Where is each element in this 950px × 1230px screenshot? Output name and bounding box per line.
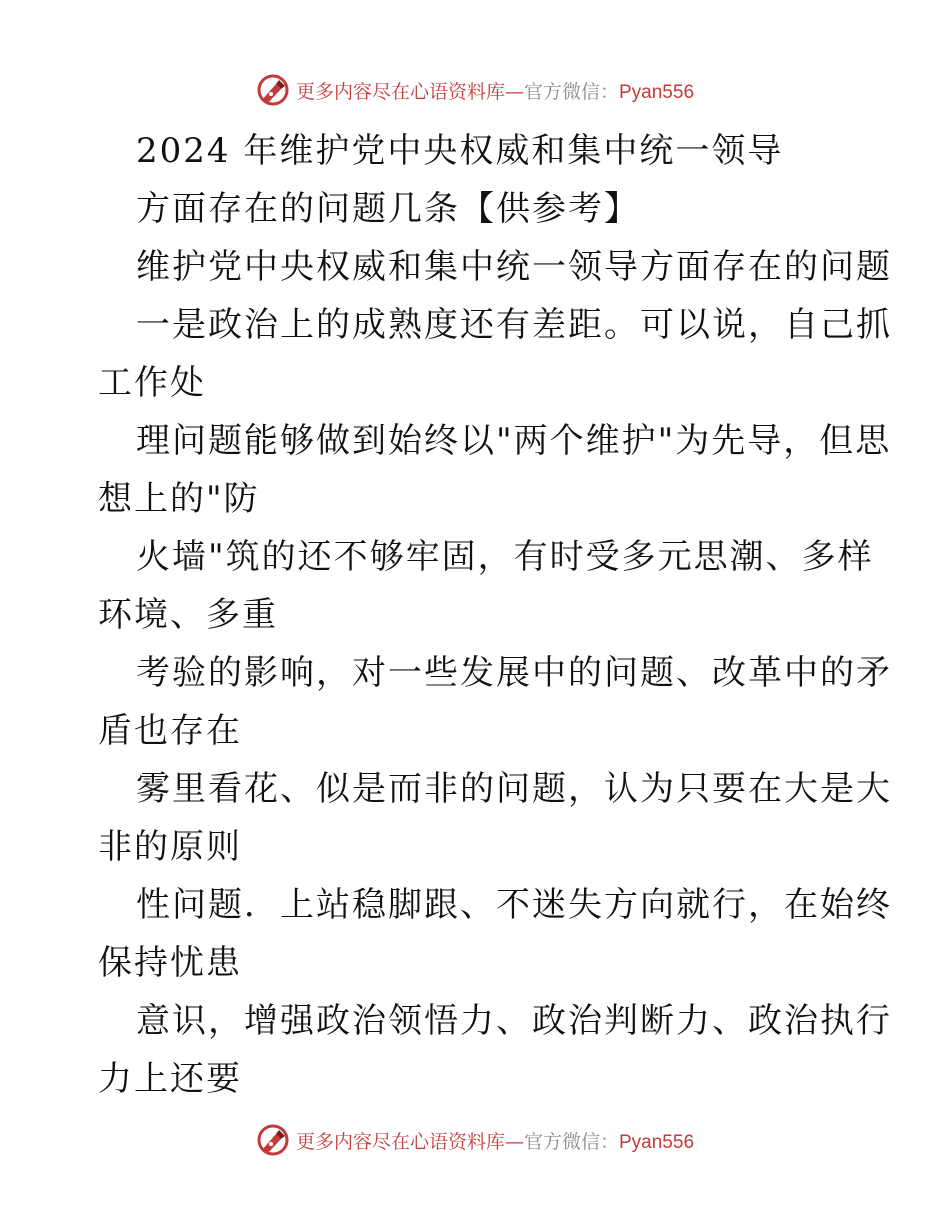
document-text-line: 非的原则 (98, 827, 242, 867)
banner-title: 更多内容尽在心语资料库 (295, 80, 505, 103)
document-text-line: 工作处 (98, 363, 206, 403)
document-text-line: 想上的"防 (98, 479, 260, 519)
banner-title: 更多内容尽在心语资料库 (295, 1130, 505, 1153)
document-text-line: 力上还要 (98, 1059, 242, 1099)
banner-separator: — (504, 1130, 524, 1153)
document-title-line: 2024 年维护党中央权威和集中统一领导 (136, 131, 784, 171)
document-text-line: 理问题能够做到始终以"两个维护"为先导，但思 (136, 421, 892, 461)
document-text-line: 性问题．上站稳脚跟、不迷失方向就行，在始终 (136, 885, 892, 925)
banner-official-label: 官方微信： (523, 1130, 619, 1153)
banner-wechat-id: Pyan556 (619, 81, 695, 103)
document-text-line: 一是政治上的成熟度还有差距。可以说，自己抓 (136, 305, 892, 345)
pen-logo-icon (256, 1123, 290, 1157)
document-body (98, 122, 892, 1108)
document-text-line: 保持忧患 (98, 943, 242, 983)
document-text-line: 火墙"筑的还不够牢固，有时受多元思潮、多样 (136, 537, 874, 577)
document-text-line: 盾也存在 (98, 711, 242, 751)
document-text-line: 维护党中央权威和集中统一领导方面存在的问题 (136, 247, 892, 287)
document-text-line: 环境、多重 (98, 595, 278, 635)
document-text-line: 考验的影响，对一些发展中的问题、改革中的矛 (136, 653, 892, 693)
footer-banner (0, 1120, 950, 1160)
document-text-line: 意识，增强政治领悟力、政治判断力、政治执行 (136, 1001, 892, 1041)
banner-official-label: 官方微信： (523, 80, 619, 103)
document-text-line: 雾里看花、似是而非的问题，认为只要在大是大 (136, 769, 892, 809)
banner-wechat-id: Pyan556 (619, 1131, 695, 1153)
header-banner (0, 70, 950, 110)
document-title-line: 方面存在的问题几条【供参考】 (136, 189, 640, 229)
pen-logo-icon (256, 73, 290, 107)
banner-separator: — (504, 80, 524, 103)
